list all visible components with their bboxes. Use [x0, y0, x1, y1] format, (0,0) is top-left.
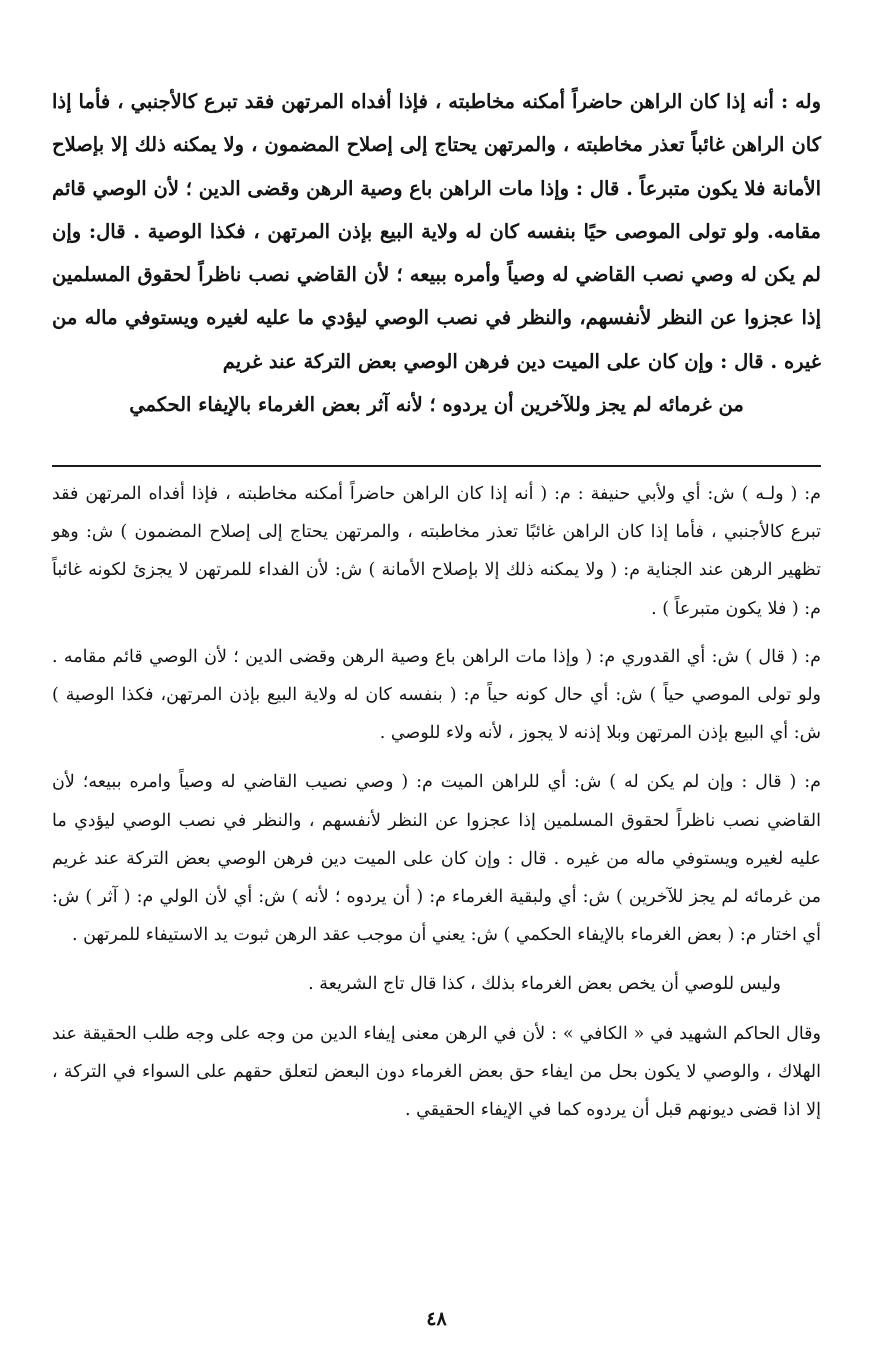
main-text-last-line: من غرمائه لم يجز وللآخرين أن يردوه ؛ لأنه آثر بعض الغرماء بالإيفاء الحكمي — [129, 393, 744, 417]
commentary-paragraph: م: ( قال : وإن لم يكن له ) ش: أي للراهن الميت م: ( وصي نصيب القاضي له وصياً وامره ببيعه؛ لأن القاضي نصب ناظراً لحقوق المسلمين إذا عجزوا عن النظر لأنفسهم ، والنظر في نصب الوصي ليؤدي ما عليه لغيره ويستوفي ماله من غيره . قال : وإن كان على الميت دين فرهن الوصي بعض التركة عند غريم من غرمائه لم يجز للآخرين ) ش: أي ولبقية الغرماء م: ( أن يردوه ؛ لأنه ) ش: أي لأن الولي م: ( آثر ) ش: أي اختار م: ( بعض الغرماء بالإيفاء الحكمي ) ش: يعني أن موجب عقد الرهن ثبوت يد الاستيفاء للمرتهن . — [52, 772, 821, 946]
commentary-block — [52, 475, 821, 1129]
separator-rule — [52, 465, 821, 467]
page-number: ٤٨ — [426, 1308, 447, 1330]
commentary-paragraph: م: ( قال ) ش: أي القدوري م: ( وإذا مات الراهن باع وصية الرهن وقضى الدين ؛ لأن الوصي قائم مقامه . ولو تولى الموصي حياً ) ش: أي حال كونه حياً م: ( بنفسه كان له ولاية البيع بإذن المرتهن، فكذا الوصية ) ش: أي البيع بإذن المرتهن وبلا إذنه لا يجوز ، لأنه ولاء للوصي . — [52, 646, 821, 744]
main-text-block — [52, 80, 821, 426]
main-text-paragraph: وله : أنه إذا كان الراهن حاضراً أمكنه مخاطبته ، فإذا أفداه المرتهن فقد تبرع كالأجنبي ، فأما إذا كان الراهن غائباً تعذر مخاطبته ، والمرتهن يحتاج إلى إصلاح المضمون ، ولا يمكنه ذلك إلا بإصلاح الأمانة فلا يكون متبرعاً . قال : وإذا مات الراهن باع وصية الرهن وقضى الدين ؛ لأن الوصي قائم مقامه. ولو تولى الموصى حيًا بنفسه كان له ولاية البيع بإذن المرتهن ، فكذا الوصية . قال: وإن لم يكن له وصي نصب القاضي له وصياً وأمره ببيعه ؛ لأن القاضي نصب ناظراً لحقوق المسلمين إذا عجزوا عن النظر لأنفسهم، والنظر في نصب الوصي ليؤدي ما عليه لغيره ويستوفي ماله من غيره . قال : وإن كان على الميت دين فرهن الوصي بعض التركة عند غريم — [52, 90, 821, 373]
commentary-paragraph: وليس للوصي أن يخص بعض الغرماء بذلك ، كذا قال تاج الشريعة . — [308, 974, 781, 995]
commentary-paragraph: م: ( ولـه ) ش: أي ولأبي حنيفة : م: ( أنه إذا كان الراهن حاضراً أمكنه مخاطبته ، فإذا أفداه المرتهن فقد تبرع كالأجنبي ، فأما إذا كان الراهن غائبًا تعذر مخاطبته ، والمرتهن يحتاج إلى إصلاح المضمون ) ش: وهو تظهير الرهن عند الجناية م: ( ولا يمكنه ذلك إلا بإصلاح الأمانة ) ش: لأن الفداء للمرتهن لا يجزئ لكونه غائباً م: ( فلا يكون متبرعاً ) . — [52, 484, 821, 619]
commentary-paragraph: وقال الحاكم الشهيد في « الكافي » : لأن في الرهن معنى إيفاء الدين من وجه على وجه طلب الحقيقة عند الهلاك ، والوصي لا يكون بحل من ايفاء حق بعض الغرماء دون البعض لتعلق حقهم على السواء في التركة ، إلا اذا قضى ديونهم قبل أن يردوه كما في الإيفاء الحقيقي . — [52, 1023, 821, 1121]
